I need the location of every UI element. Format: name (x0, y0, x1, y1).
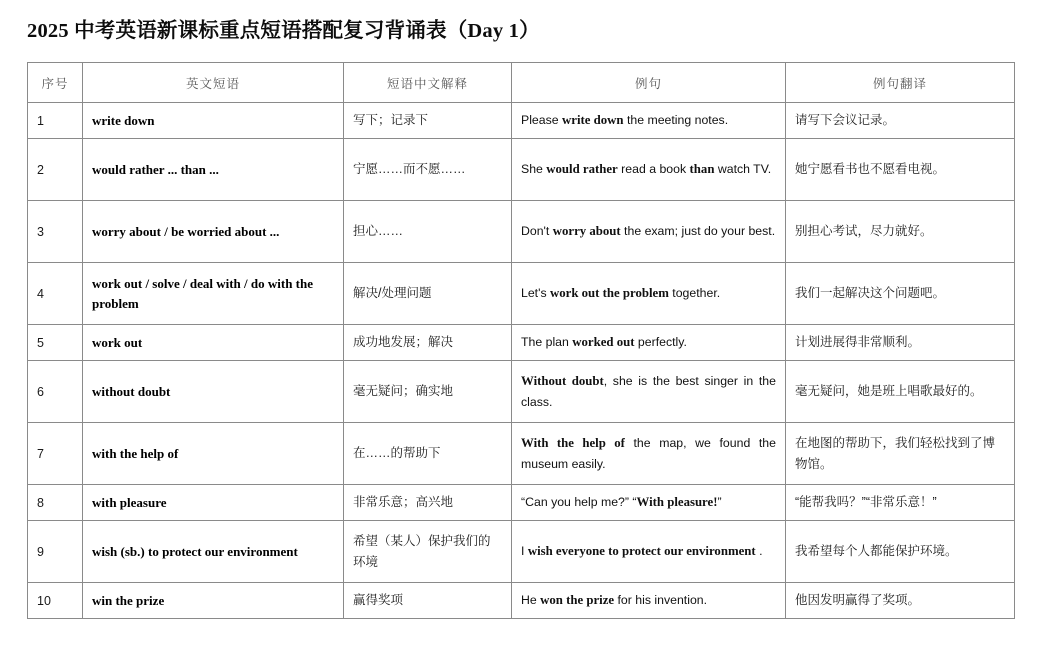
example-text: Don't (521, 224, 553, 238)
table-row (28, 521, 1015, 583)
example-phrase-highlight: write down (562, 113, 624, 127)
cell-example-sentence (512, 103, 786, 139)
cell-index: 3 (28, 201, 83, 263)
cell-english-phrase: worry about / be worried about ... (83, 201, 344, 263)
example-text: ” (717, 495, 722, 509)
cell-example-translation: “能帮我吗？”“非常乐意！” (786, 485, 1015, 521)
cell-example-translation: 在地图的帮助下，我们轻松找到了博物馆。 (786, 423, 1015, 485)
cell-example-sentence (512, 521, 786, 583)
column-header-phrase: 英文短语 (83, 63, 344, 103)
example-phrase-highlight: work out the problem (550, 286, 669, 300)
cell-example-translation: 我希望每个人都能保护环境。 (786, 521, 1015, 583)
page-title: 2025 中考英语新课标重点短语搭配复习背诵表（Day 1） (27, 20, 540, 42)
example-text: He (521, 593, 541, 607)
example-text: “Can you help me?” “ (521, 495, 637, 509)
cell-index: 9 (28, 521, 83, 583)
cell-example-sentence (512, 583, 786, 619)
example-text: The plan (521, 335, 573, 349)
cell-chinese-meaning: 宁愿……而不愿…… (344, 139, 512, 201)
cell-index: 10 (28, 583, 83, 619)
cell-chinese-meaning: 担心…… (344, 201, 512, 263)
example-phrase-highlight: With the help of (521, 435, 625, 450)
table-header-row (28, 63, 1015, 103)
cell-english-phrase: work out (83, 325, 344, 361)
example-text: watch TV. (714, 162, 772, 176)
cell-example-translation: 我们一起解决这个问题吧。 (786, 263, 1015, 325)
cell-example-translation: 她宁愿看书也不愿看电视。 (786, 139, 1015, 201)
cell-chinese-meaning: 毫无疑问；确实地 (344, 361, 512, 423)
example-phrase-highlight: won the prize (540, 593, 615, 607)
example-phrase-highlight: worked out (572, 335, 635, 349)
cell-example-sentence (512, 139, 786, 201)
cell-index: 7 (28, 423, 83, 485)
example-text: She (521, 162, 547, 176)
column-header-index: 序号 (28, 63, 83, 103)
cell-english-phrase: write down (83, 103, 344, 139)
example-phrase-highlight: would rather (546, 162, 618, 176)
cell-english-phrase: wish (sb.) to protect our environment (83, 521, 344, 583)
table-row (28, 103, 1015, 139)
phrase-table (27, 62, 1015, 619)
cell-example-translation: 别担心考试，尽力就好。 (786, 201, 1015, 263)
example-text: Let's (521, 286, 551, 300)
cell-english-phrase: with pleasure (83, 485, 344, 521)
table-header (28, 63, 1015, 103)
cell-chinese-meaning: 在……的帮助下 (344, 423, 512, 485)
cell-index: 5 (28, 325, 83, 361)
cell-index: 2 (28, 139, 83, 201)
cell-example-translation: 毫无疑问，她是班上唱歌最好的。 (786, 361, 1015, 423)
cell-example-sentence (512, 423, 786, 485)
example-text: the meeting notes. (623, 113, 729, 127)
example-text: read a book (617, 162, 690, 176)
cell-english-phrase: would rather ... than ... (83, 139, 344, 201)
phrase-table-container (27, 62, 1014, 619)
cell-example-sentence (512, 361, 786, 423)
cell-english-phrase: without doubt (83, 361, 344, 423)
example-phrase-highlight: wish everyone to protect our environment (527, 544, 756, 558)
cell-example-sentence (512, 325, 786, 361)
cell-example-sentence (512, 263, 786, 325)
cell-chinese-meaning: 希望（某人）保护我们的环境 (344, 521, 512, 583)
cell-english-phrase: win the prize (83, 583, 344, 619)
table-row (28, 423, 1015, 485)
table-row (28, 361, 1015, 423)
cell-english-phrase: work out / solve / deal with / do with the problem (83, 263, 344, 325)
cell-example-sentence (512, 485, 786, 521)
column-header-trans: 例句翻译 (786, 63, 1015, 103)
example-text: Please (521, 113, 563, 127)
cell-index: 8 (28, 485, 83, 521)
table-row (28, 583, 1015, 619)
cell-example-translation: 他因发明赢得了奖项。 (786, 583, 1015, 619)
example-text: together. (668, 286, 721, 300)
example-text: the exam; just do your best. (620, 224, 776, 238)
example-text: . (755, 544, 763, 558)
cell-chinese-meaning: 赢得奖项 (344, 583, 512, 619)
column-header-example: 例句 (512, 63, 786, 103)
example-text: for his invention. (614, 593, 708, 607)
cell-chinese-meaning: 写下；记录下 (344, 103, 512, 139)
cell-example-translation: 计划进展得非常顺利。 (786, 325, 1015, 361)
cell-example-sentence (512, 201, 786, 263)
cell-index: 1 (28, 103, 83, 139)
column-header-meaning: 短语中文解释 (344, 63, 512, 103)
cell-index: 4 (28, 263, 83, 325)
table-row (28, 139, 1015, 201)
cell-example-translation: 请写下会议记录。 (786, 103, 1015, 139)
example-phrase-highlight: With pleasure! (636, 495, 718, 509)
example-text: perfectly. (634, 335, 687, 349)
example-text: the map, we found the museum easily. (521, 435, 776, 471)
table-row (28, 325, 1015, 361)
cell-index: 6 (28, 361, 83, 423)
example-phrase-highlight: than (689, 162, 715, 176)
cell-chinese-meaning: 解决/处理问题 (344, 263, 512, 325)
table-body (28, 103, 1015, 619)
example-text: I (521, 544, 528, 558)
table-row (28, 263, 1015, 325)
example-text: , she is the best singer in the class. (521, 373, 776, 409)
example-phrase-highlight: Without doubt (521, 373, 604, 388)
example-phrase-highlight: worry about (552, 224, 621, 238)
cell-english-phrase: with the help of (83, 423, 344, 485)
cell-chinese-meaning: 成功地发展；解决 (344, 325, 512, 361)
table-row (28, 485, 1015, 521)
cell-chinese-meaning: 非常乐意；高兴地 (344, 485, 512, 521)
table-row (28, 201, 1015, 263)
